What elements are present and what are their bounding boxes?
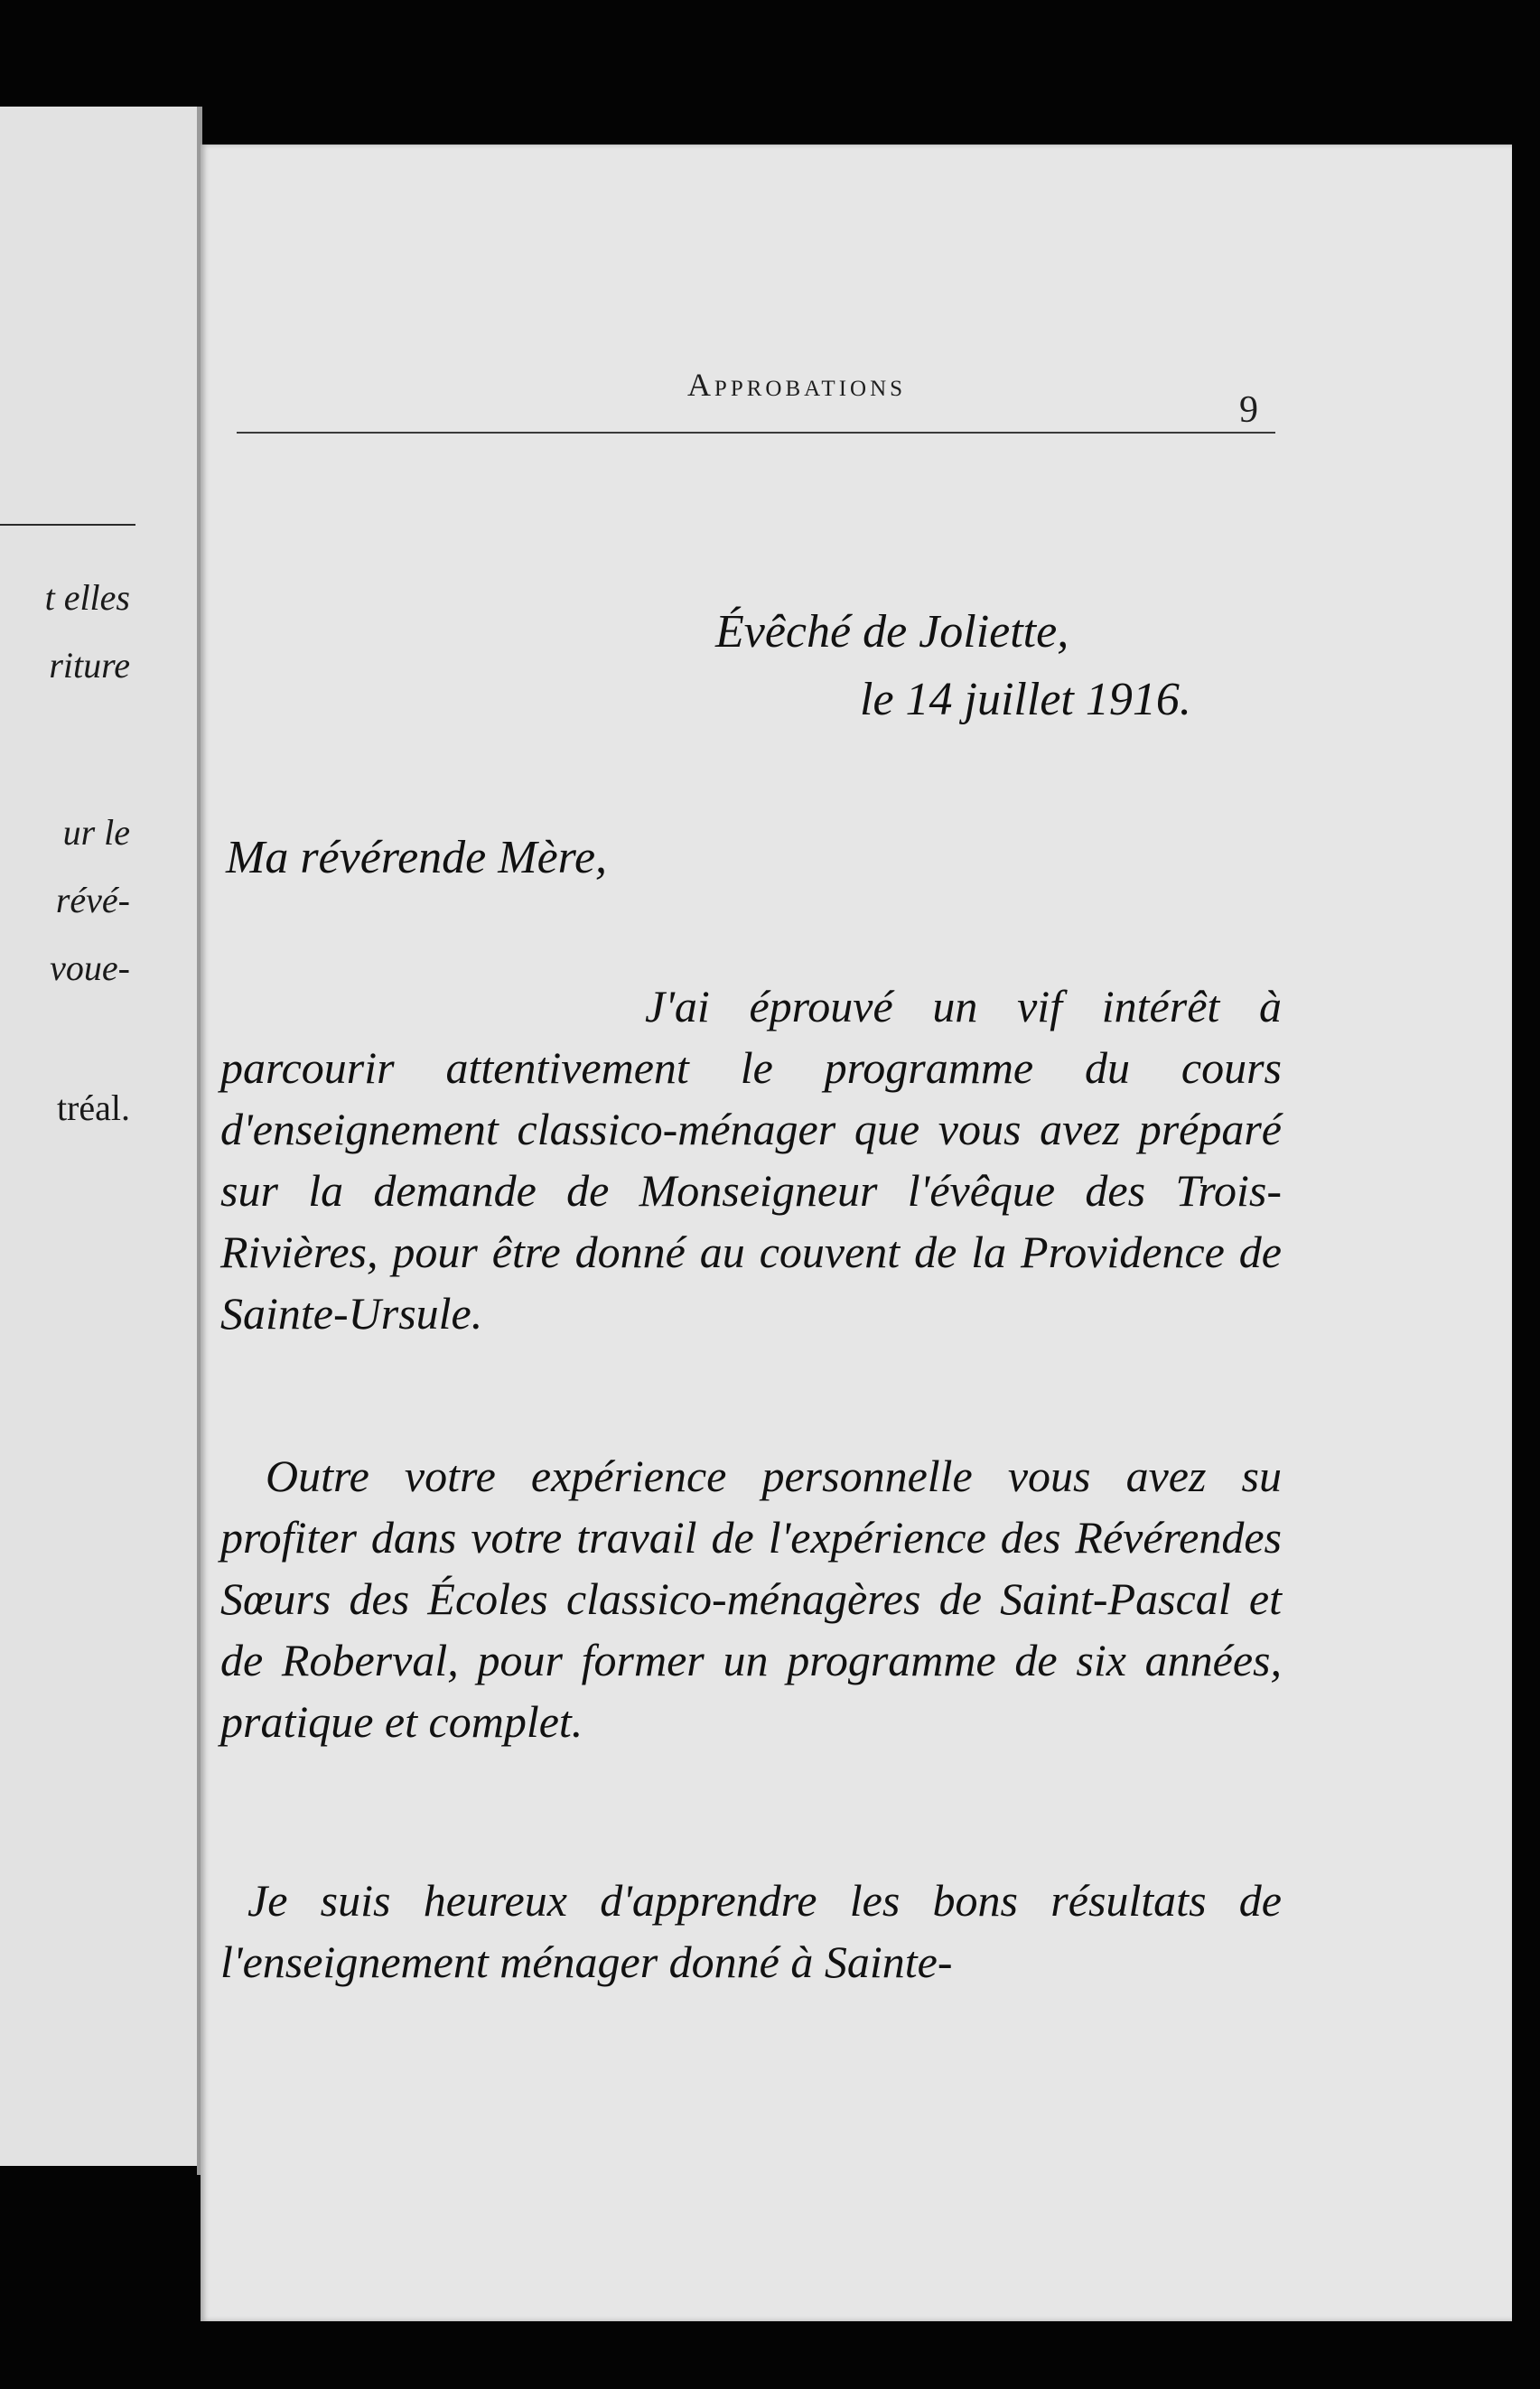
previous-page-fragment [0,107,201,2166]
running-title: Approbations [686,367,907,403]
letter-place: Évêché de Joliette, [715,606,1069,658]
letter-paragraph: Outre votre expérience personnelle vous avez su profiter dans votre travail de l'expérience des Révérendes Sœurs des Écoles classico-ménagères de Saint-Pascal et de Roberval, pour former un programme de six années, pratique et complet. [220,1451,1282,1747]
letter-salutation: Ma révérende Mère, [226,832,608,883]
page-number: 9 [1239,389,1258,431]
current-page [201,145,1512,2321]
previous-page-line: riture [49,645,130,686]
previous-page-line: voue- [50,947,130,988]
previous-page-rule [0,524,135,526]
letter-paragraph: J'ai éprouvé un vif intérêt à parcourir attentivement le programme du cours d'enseignement classico-ménager que vous avez préparé sur la demande de Monseigneur l'évêque des Trois-Rivières, pour être donné au couvent de la Providence de Sainte-Ursule. [220,981,1282,1339]
letter-date: le 14 juillet 1916. [860,674,1191,725]
previous-page-line: t elles [44,577,130,618]
header-rule [237,432,1275,434]
previous-page-line: révé- [55,880,130,920]
previous-page-line: tréal. [56,1087,130,1128]
letter-paragraph: Je suis heureux d'apprendre les bons résultats de l'enseignement ménager donné à Sainte- [220,1875,1282,1987]
previous-page-line: ur le [62,812,130,853]
